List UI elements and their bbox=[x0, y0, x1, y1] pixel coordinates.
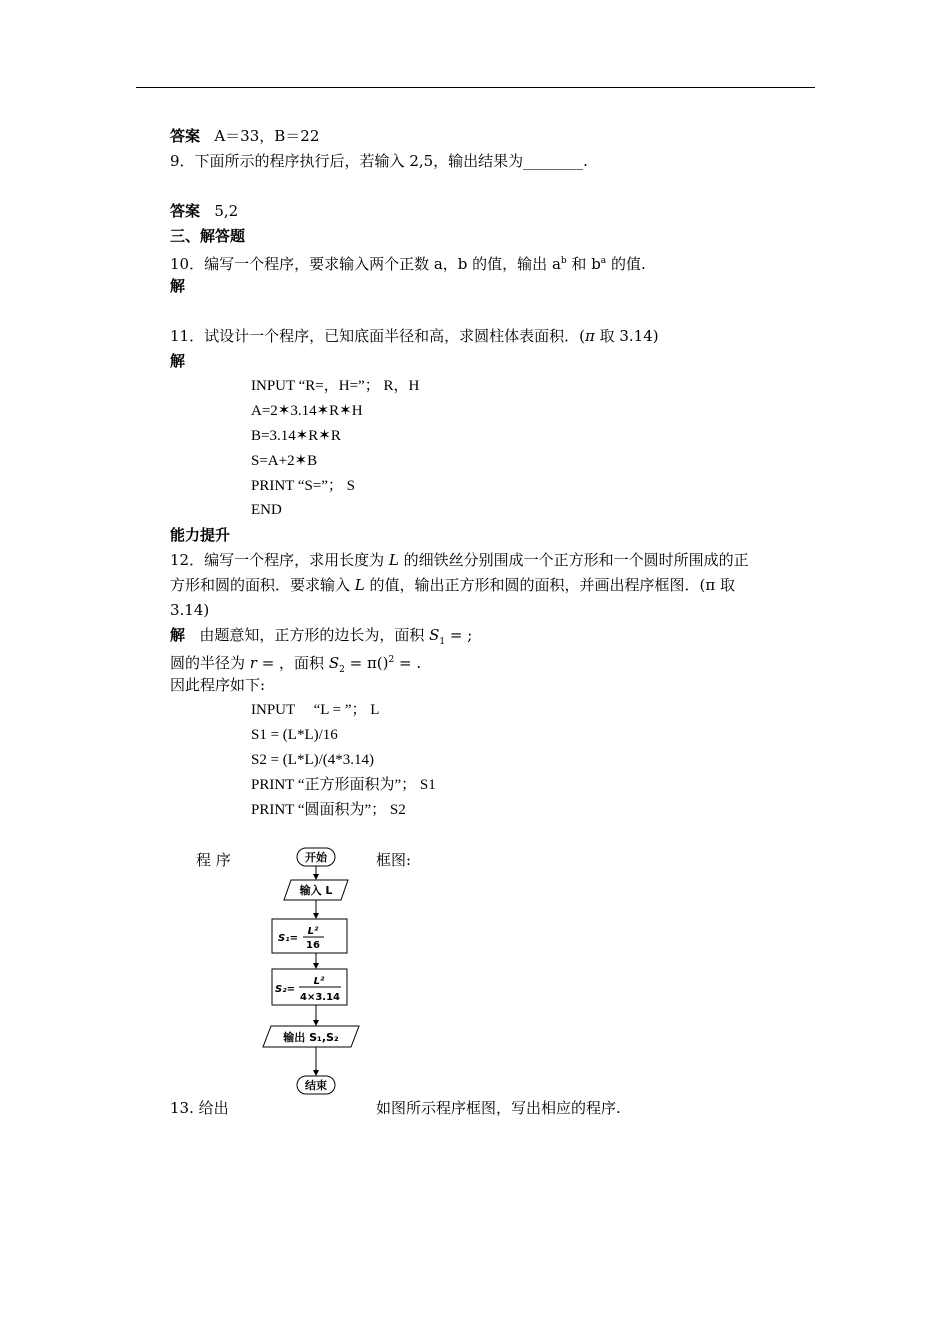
flowchart-input bbox=[284, 880, 348, 900]
answer-value: A＝33，B＝22 bbox=[214, 127, 320, 145]
flowchart bbox=[255, 845, 370, 1100]
ability-heading: 能力提升 bbox=[170, 526, 231, 544]
section-heading: 三、解答题 bbox=[170, 227, 246, 245]
svg-text:S₁=: S₁= bbox=[278, 933, 298, 944]
flowchart-output bbox=[263, 1026, 359, 1047]
q12-question-line1: 12．编写一个程序，求用长度为 L 的细铁丝分别围成一个正方形和一个圆时所围成的正 bbox=[170, 551, 749, 569]
flowchart-process-s2 bbox=[272, 969, 347, 1005]
svg-text:S₂=: S₂= bbox=[275, 984, 295, 995]
svg-text:16: 16 bbox=[306, 940, 320, 951]
q9-answer bbox=[170, 201, 238, 221]
header-rule bbox=[136, 87, 815, 88]
q12-question-line3: 3.14) bbox=[170, 601, 210, 619]
q11-solution-label: 解 bbox=[170, 352, 186, 370]
code-line: B=3.14✶R✶R bbox=[251, 428, 341, 444]
flowchart-start bbox=[297, 848, 335, 866]
q12-solution-line1: 解 由题意知，正方形的边长为，面积 $S_1$ = ; bbox=[170, 626, 473, 647]
q9-question: 9．下面所示的程序执行后，若输入 2,5，输出结果为________. bbox=[170, 152, 588, 170]
svg-text:输入 L: 输入 L bbox=[299, 884, 333, 897]
code-line: PRINT “S=”； S bbox=[251, 478, 356, 494]
svg-text:4×3.14: 4×3.14 bbox=[299, 992, 341, 1003]
svg-text:开始: 开始 bbox=[305, 851, 327, 864]
q12-solution-line2: 圆的半径为 r = ，面积 $S_2 = \pi()^2$ = . bbox=[170, 654, 422, 675]
q12-solution-line3: 因此程序如下: bbox=[170, 676, 266, 694]
code-line: PRINT “正方形面积为”； S1 bbox=[251, 777, 436, 793]
svg-text:L²: L² bbox=[313, 976, 325, 987]
code-line: PRINT “圆面积为”； S2 bbox=[251, 802, 406, 818]
flowchart-end bbox=[297, 1076, 335, 1094]
q13-question-a: 13. 给出 bbox=[170, 1099, 229, 1117]
code-line: END bbox=[251, 502, 282, 518]
q8-answer bbox=[170, 126, 319, 146]
flowchart-label-b: 框图: bbox=[376, 851, 412, 869]
q10-question: 10．编写一个程序，要求输入两个正数 a，b 的值，输出 $a^b$ 和 $b^a$ 的值. bbox=[170, 255, 646, 273]
q12-question-line2: 方形和圆的面积．要求输入 L 的值，输出正方形和圆的面积，并画出程序框图．(π 取 bbox=[170, 576, 735, 594]
q10-solution-label: 解 bbox=[170, 277, 186, 295]
answer-value: 5,2 bbox=[214, 202, 239, 220]
q11-question: 11．试设计一个程序，已知底面半径和高，求圆柱体表面积．(π 取 3.14) bbox=[170, 327, 659, 345]
svg-text:L²: L² bbox=[307, 926, 319, 937]
code-line: S=A+2✶B bbox=[251, 453, 318, 469]
answer-label: 答案 bbox=[170, 202, 201, 220]
flowchart-process-s1 bbox=[272, 919, 347, 953]
code-line: S2 = (L*L)/(4*3.14) bbox=[251, 752, 375, 768]
code-line: A=2✶3.14✶R✶H bbox=[251, 403, 363, 419]
answer-label: 答案 bbox=[170, 127, 201, 145]
code-line: INPUT “L = ”； L bbox=[251, 702, 380, 718]
flowchart-label-a: 程 序 bbox=[196, 851, 231, 869]
q13-question-b: 如图所示程序框图，写出相应的程序. bbox=[376, 1099, 621, 1117]
code-line: S1 = (L*L)/16 bbox=[251, 727, 338, 743]
answer-blank: ________ bbox=[523, 152, 584, 170]
svg-text:结束: 结束 bbox=[305, 1079, 327, 1092]
svg-text:输出 S₁,S₂: 输出 S₁,S₂ bbox=[283, 1031, 339, 1044]
code-line: INPUT “R=，H=”； R，H bbox=[251, 378, 420, 394]
